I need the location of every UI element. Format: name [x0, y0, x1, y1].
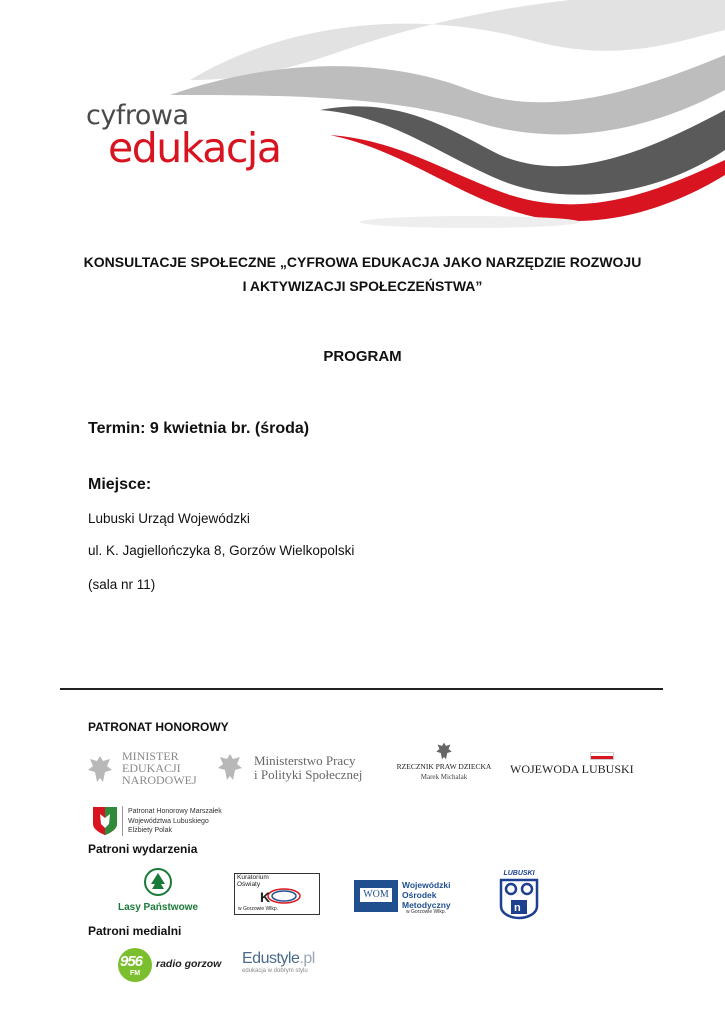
address-line: Lubuski Urząd Wojewódzki: [88, 511, 250, 526]
lubuski-odn-logo: [497, 870, 541, 920]
lasy-tree-emblem-icon: [144, 868, 172, 896]
logo-cyfrowa: cyfrowa: [86, 100, 189, 131]
program-heading: PROGRAM: [323, 348, 402, 365]
flag-icon: [590, 752, 614, 760]
section-media-heading: Patroni medialni: [88, 924, 182, 938]
lubuski-text: LUBUSKI: [503, 870, 535, 877]
men-line: MINISTER: [122, 749, 179, 763]
eagle-emblem-icon: [434, 740, 454, 762]
wom-line: Wojewódzki: [402, 880, 451, 890]
kuratorium-logo: [234, 873, 320, 915]
wom-line: Ośrodek: [402, 890, 437, 900]
men-line: NARODOWEJ: [122, 773, 197, 787]
edustyle-tagline: edukacja w dobrym stylu: [242, 968, 308, 974]
lasy-text: Lasy Państwowe: [117, 902, 199, 913]
svg-text:n: n: [514, 902, 521, 914]
edustyle-logo: [242, 950, 332, 980]
svg-text:K: K: [260, 889, 271, 905]
rpd-name: Marek Michalak: [420, 773, 468, 781]
marszalek-line: Patronat Honorowy Marszałek: [128, 808, 222, 815]
wojewoda-logo: [510, 756, 634, 778]
radio-gorzow-logo: [118, 948, 222, 982]
termin-heading: Termin: 9 kwietnia br. (środa): [88, 420, 310, 437]
men-logo: [86, 748, 206, 788]
page-title-line2: I AKTYWIZACJI SPOŁECZEŃSTWA”: [242, 278, 483, 294]
miejsce-heading: Miejsce:: [88, 476, 152, 493]
men-line: EDUKACJI: [122, 761, 181, 775]
mpips-logo: [216, 750, 376, 786]
wojewoda-text: WOJEWODA LUBUSKI: [510, 762, 634, 776]
wom-logo: [354, 880, 464, 916]
rpd-logo: [392, 740, 496, 786]
logo-edukacja: edukacja: [108, 124, 281, 172]
section-event-heading: Patroni wydarzenia: [88, 842, 198, 856]
page-title-line1: KONSULTACJE SPOŁECZNE „CYFROWA EDUKACJA JAKO NARZĘDZIE ROZWOJU: [83, 254, 642, 270]
mpips-line: i Polityki Społecznej: [254, 767, 363, 782]
radio-frequency: 956: [120, 953, 143, 970]
wom-city: w Gorzowie Wlkp.: [406, 909, 447, 915]
rpd-title: RZECZNIK PRAW DZIECKA: [396, 762, 492, 771]
edustyle-domain: .pl: [299, 950, 315, 967]
marszalek-line: Elżbiety Polak: [128, 827, 172, 834]
eagle-emblem-icon: [216, 750, 244, 784]
radio-fm: FM: [130, 970, 141, 977]
address-line: (sala nr 11): [88, 577, 156, 592]
edustyle-name: style: [268, 950, 300, 967]
kuratorium-city: w Gorzowie Wlkp.: [238, 906, 279, 912]
kuratorium-line: Oświaty: [237, 881, 261, 888]
address-line: ul. K. Jagiellończyka 8, Gorzów Wielkopolski: [88, 543, 355, 558]
header-swoosh-graphic: [150, 0, 725, 230]
section-honorary-heading: PATRONAT HONOROWY: [88, 720, 229, 734]
lubuskie-coat-of-arms-icon: [92, 806, 118, 836]
radio-name: radio gorzow: [156, 958, 222, 970]
odn-emblem-icon: [499, 878, 539, 920]
ko-emblem-icon: [256, 887, 302, 905]
eagle-emblem-icon: [86, 752, 114, 786]
lasy-panstwowe-logo: [112, 868, 204, 916]
marszalek-line: Województwa Lubuskiego: [128, 817, 209, 825]
mpips-line: Ministerstwo Pracy: [254, 753, 356, 768]
kuratorium-line: Kuratorium: [237, 874, 269, 881]
marszalek-logo: [92, 806, 252, 836]
edustyle-name: Edu: [242, 950, 269, 967]
wom-line: Metodyczny: [402, 900, 451, 910]
wom-badge: WOM: [360, 888, 392, 902]
divider: [60, 688, 663, 690]
